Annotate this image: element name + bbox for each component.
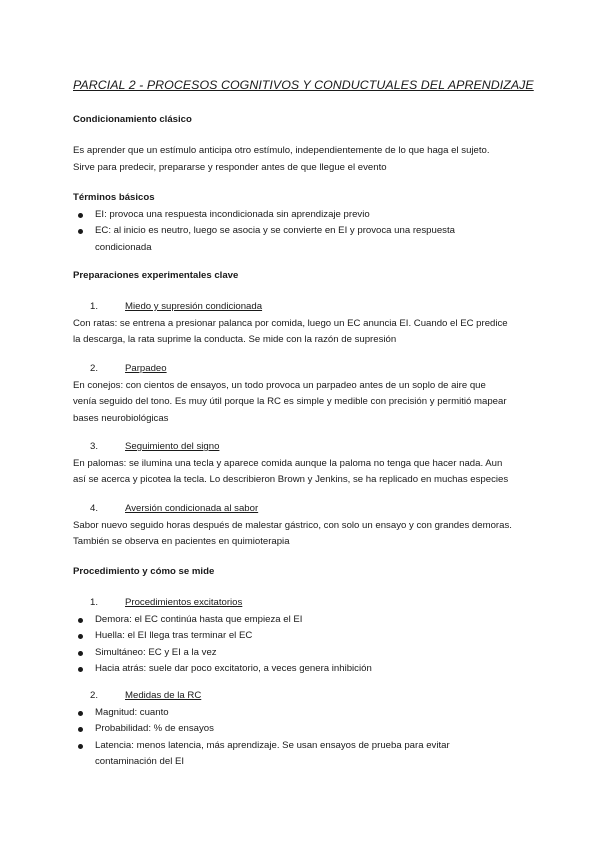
text-line: Sabor nuevo seguido horas después de malestar gástrico, con solo un ensayo y con grandes demoras. bbox=[73, 519, 512, 531]
section-heading: Términos básicos bbox=[73, 192, 155, 203]
item-text: EI: provoca una respuesta incondicionada sin aprendizaje previo bbox=[95, 208, 370, 220]
item-number: 2. bbox=[90, 363, 99, 374]
item-text: Magnitud: cuanto bbox=[95, 706, 169, 718]
subsection-medidas bbox=[73, 688, 533, 771]
subsection-title: Seguimiento del signo bbox=[125, 441, 220, 452]
list-item bbox=[73, 645, 533, 662]
section-terminos bbox=[73, 190, 533, 256]
item-text: contaminación del EI bbox=[95, 756, 185, 767]
item-text: condicionada bbox=[95, 241, 152, 253]
bullet-list bbox=[73, 705, 533, 771]
subsection-aversion bbox=[73, 501, 533, 551]
text-line: venía seguido del tono. Es muy útil porque la RC es simple y medible con precisión y permitió mapear bbox=[73, 396, 507, 407]
subsection-seguimiento bbox=[73, 439, 533, 489]
item-number: 4. bbox=[90, 503, 99, 514]
subsection-title: Procedimientos excitatorios bbox=[125, 597, 243, 608]
item-text: Demora: el EC continúa hasta que empieza el EI bbox=[95, 613, 303, 625]
item-text: Simultáneo: EC y EI a la vez bbox=[95, 646, 217, 658]
list-item bbox=[73, 661, 533, 678]
item-number: 1. bbox=[90, 597, 99, 608]
section-condicionamiento bbox=[73, 112, 533, 129]
text-line: Sirve para predecir, prepararse y responder antes de que llegue el evento bbox=[73, 161, 387, 173]
item-text: Huella: el EI llega tras terminar el EC bbox=[95, 630, 253, 641]
bullet-list bbox=[73, 612, 533, 678]
subsection-miedo bbox=[73, 299, 533, 349]
text-line: la descarga, la rata suprime la conducta. Se mide con la razón de supresión bbox=[73, 334, 397, 345]
list-item bbox=[73, 223, 533, 256]
section-procedimiento bbox=[73, 564, 533, 581]
item-text: Latencia: menos latencia, más aprendizaje. Se usan ensayos de prueba para evitar bbox=[95, 739, 450, 751]
item-text: Hacia atrás: suele dar poco excitatorio, a veces genera inhibición bbox=[95, 663, 372, 674]
list-item bbox=[73, 628, 533, 645]
document-title: PARCIAL 2 - PROCESOS COGNITIVOS Y CONDUCTUALES DEL APRENDIZAJE bbox=[73, 78, 534, 92]
subsection-title: Miedo y supresión condicionada bbox=[125, 301, 263, 312]
list-item bbox=[73, 612, 533, 629]
text-line: así se acerca y picotea la tecla. Lo describieron Brown y Jenkins, se ha replicado en muchas especies bbox=[73, 474, 509, 485]
item-text: Probabilidad: % de ensayos bbox=[95, 723, 214, 734]
subsection-title: Parpadeo bbox=[125, 363, 167, 374]
text-line: En conejos: con cientos de ensayos, un todo provoca un parpadeo antes de un soplo de aire que bbox=[73, 379, 486, 391]
subsection-parpadeo bbox=[73, 361, 533, 427]
text-line: En palomas: se ilumina una tecla y aparece comida aunque la paloma no tenga que hacer nada. Aun bbox=[73, 457, 503, 469]
subsection-title: Aversión condicionada al sabor bbox=[125, 503, 259, 514]
text-line: También se observa en pacientes en quimioterapia bbox=[73, 536, 290, 547]
item-text: EC: al inicio es neutro, luego se asocia y se convierte en EI y provoca una respuesta bbox=[95, 225, 455, 236]
item-number: 2. bbox=[90, 690, 99, 701]
text-line: Es aprender que un estímulo anticipa otro estímulo, independientemente de lo que haga el sujeto. bbox=[73, 145, 490, 156]
text-line: bases neurobiológicas bbox=[73, 412, 169, 424]
section-heading: Preparaciones experimentales clave bbox=[73, 270, 239, 281]
item-number: 3. bbox=[90, 441, 99, 452]
list-item bbox=[73, 738, 533, 771]
paragraph-definicion bbox=[73, 143, 533, 176]
item-number: 1. bbox=[90, 301, 99, 312]
list-item bbox=[73, 721, 533, 738]
section-heading: Condicionamiento clásico bbox=[73, 114, 192, 125]
text-line: Con ratas: se entrena a presionar palanca por comida, luego un EC anuncia EI. Cuando el EC predice bbox=[73, 317, 508, 329]
section-heading: Procedimiento y cómo se mide bbox=[73, 566, 215, 577]
list-item bbox=[73, 207, 533, 224]
bullet-list bbox=[73, 207, 533, 257]
subsection-excitatorios bbox=[73, 595, 533, 678]
subsection-title: Medidas de la RC bbox=[125, 690, 202, 701]
list-item bbox=[73, 705, 533, 722]
section-preparaciones bbox=[73, 268, 533, 285]
